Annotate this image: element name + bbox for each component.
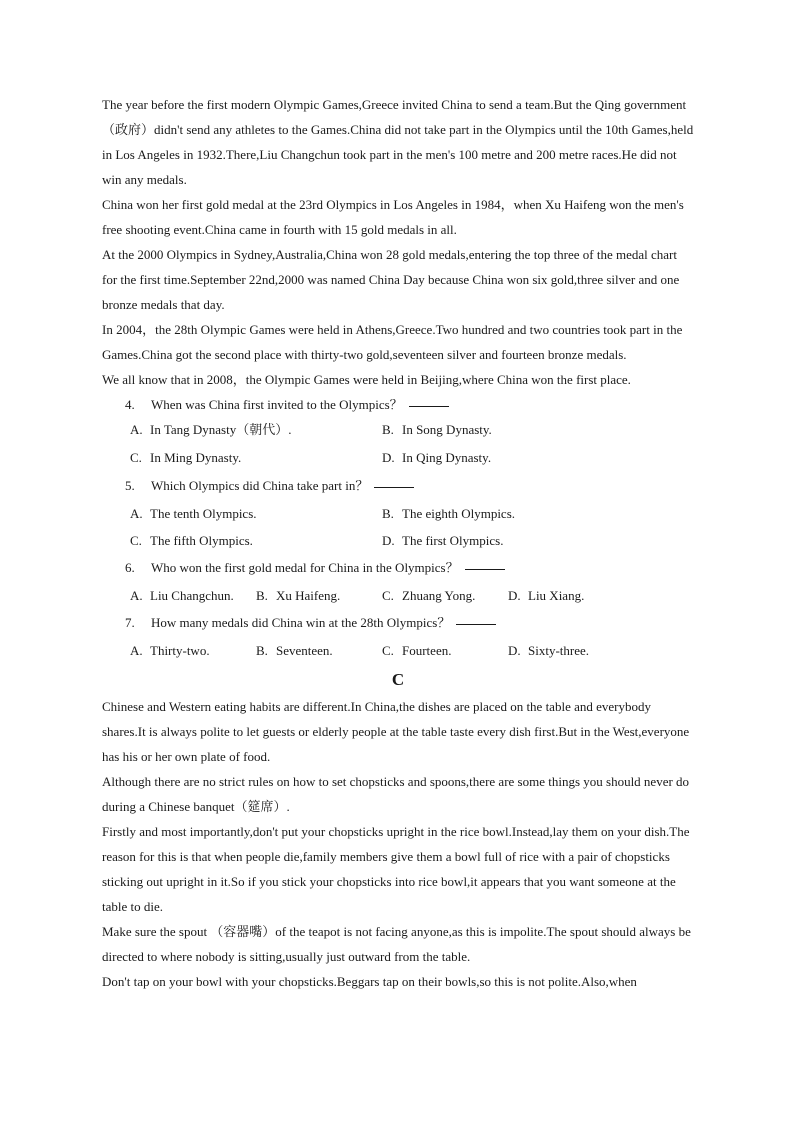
option-d[interactable] [382, 528, 634, 553]
question-text: When was China first invited to the Olympics？ [151, 397, 403, 412]
option-d[interactable] [508, 583, 634, 608]
paragraph: In 2004，the 28th Olympic Games were held in Athens,Greece.Two hundred and two countries took part in the Games.China got the second place with thirty-two gold,seventeen silver and fourteen bronze medals. [102, 322, 683, 362]
paragraph: The year before the first modern Olympic Games,Greece invited China to send a team.But the Qing government（政府）didn't send any athletes to the Games.China did not take part in the Olympics until the 10th Games,held in Los Angeles in 1932.There,Liu Changchun took part in the men's 100 metre and 200 metre races.He did not win any medals. [102, 97, 694, 187]
option-text: In Song Dynasty. [402, 422, 492, 437]
question-list [102, 392, 694, 663]
option-list [102, 498, 694, 553]
option-letter: D. [382, 533, 395, 548]
option-list [102, 583, 694, 608]
option-d[interactable] [508, 638, 634, 663]
question-number: 4. [125, 397, 135, 412]
answer-blank[interactable] [456, 610, 496, 625]
question-text: Which Olympics did China take part in？ [151, 478, 369, 493]
option-text: Liu Xiang. [528, 588, 585, 603]
option-text: The tenth Olympics. [150, 506, 257, 521]
option-letter: D. [382, 450, 395, 465]
option-text: In Qing Dynasty. [402, 450, 492, 465]
paragraph: At the 2000 Olympics in Sydney,Australia,China won 28 gold medals,entering the top three of the medal chart for the first time.September 22nd,2000 was named China Day because China won six gold,three silver and one bronze medals that day. [102, 247, 680, 312]
section-heading: C [391, 670, 405, 689]
option-a[interactable] [130, 417, 382, 442]
option-text: Sixty-three. [528, 643, 590, 658]
paragraph: Don't tap on your bowl with your chopsticks.Beggars tap on their bowls,so this is not polite.Also,when [102, 974, 637, 989]
option-letter: D. [508, 588, 521, 603]
document-page [102, 92, 694, 994]
option-text: Thirty-two. [150, 643, 210, 658]
paragraph: Make sure the spout （容器嘴）of the teapot is not facing anyone,as this is impolite.The spout should always be directed to where nobody is sitting,usually just outward from the table. [102, 924, 691, 964]
question [102, 555, 694, 580]
passage-c [102, 694, 694, 994]
question-text: How many medals did China win at the 28th Olympics？ [151, 615, 451, 630]
option-c[interactable] [130, 528, 382, 553]
option-d[interactable] [382, 445, 634, 470]
option-letter: D. [508, 643, 521, 658]
question [102, 392, 694, 417]
option-letter: C. [382, 588, 394, 603]
option-text: In Ming Dynasty. [150, 450, 242, 465]
question-number: 6. [125, 560, 135, 575]
option-a[interactable] [130, 583, 256, 608]
answer-blank[interactable] [409, 392, 449, 407]
answer-blank[interactable] [374, 473, 414, 488]
question [102, 473, 694, 498]
paragraph: We all know that in 2008，the Olympic Games were held in Beijing,where China won the first place. [102, 372, 631, 387]
option-c[interactable] [382, 638, 508, 663]
option-letter: B. [382, 422, 394, 437]
option-letter: A. [130, 588, 143, 603]
option-letter: B. [382, 506, 394, 521]
option-b[interactable] [256, 638, 382, 663]
paragraph: Firstly and most importantly,don't put your chopsticks upright in the rice bowl.Instead,lay them on your dish.The reason for this is that when people die,family members give them a bowl full of rice with a pair of chopsticks sticking out upright in it.So if you stick your chopsticks into rice bowl,it appears that you want someone at the table to die. [102, 824, 690, 914]
option-c[interactable] [382, 583, 508, 608]
option-letter: A. [130, 422, 143, 437]
paragraph: Chinese and Western eating habits are different.In China,the dishes are placed on the table and everybody shares.It is always polite to let guests or elderly people at the table taste every dish first.But in the West,everyone has his or her own plate of food. [102, 699, 690, 764]
option-letter: C. [130, 450, 142, 465]
option-text: Xu Haifeng. [276, 588, 341, 603]
question [102, 610, 694, 635]
option-letter: C. [130, 533, 142, 548]
option-b[interactable] [256, 583, 382, 608]
question-number: 5. [125, 478, 135, 493]
option-letter: A. [130, 643, 143, 658]
option-a[interactable] [130, 638, 256, 663]
option-text: Zhuang Yong. [402, 588, 476, 603]
option-text: Seventeen. [276, 643, 333, 658]
paragraph: Although there are no strict rules on how to set chopsticks and spoons,there are some things you should never do during a Chinese banquet（筵席）. [102, 774, 690, 814]
option-a[interactable] [130, 501, 382, 526]
answer-blank[interactable] [465, 555, 505, 570]
option-text: The first Olympics. [402, 533, 504, 548]
passage-b [102, 92, 694, 392]
option-list [102, 638, 694, 663]
question-text: Who won the first gold medal for China in the Olympics？ [151, 560, 459, 575]
option-text: Fourteen. [402, 643, 452, 658]
option-text: The eighth Olympics. [402, 506, 516, 521]
option-text: In Tang Dynasty（朝代）. [150, 422, 292, 437]
option-letter: C. [382, 643, 394, 658]
paragraph: China won her first gold medal at the 23rd Olympics in Los Angeles in 1984，when Xu Haifeng won the men's free shooting event.China came in fourth with 15 gold medals in all. [102, 197, 684, 237]
question-number: 7. [125, 615, 135, 630]
option-b[interactable] [382, 501, 634, 526]
option-letter: B. [256, 588, 268, 603]
option-list [102, 417, 694, 470]
option-letter: A. [130, 506, 143, 521]
option-text: The fifth Olympics. [150, 533, 253, 548]
option-letter: B. [256, 643, 268, 658]
option-b[interactable] [382, 417, 634, 442]
option-text: Liu Changchun. [150, 588, 234, 603]
option-c[interactable] [130, 445, 382, 470]
